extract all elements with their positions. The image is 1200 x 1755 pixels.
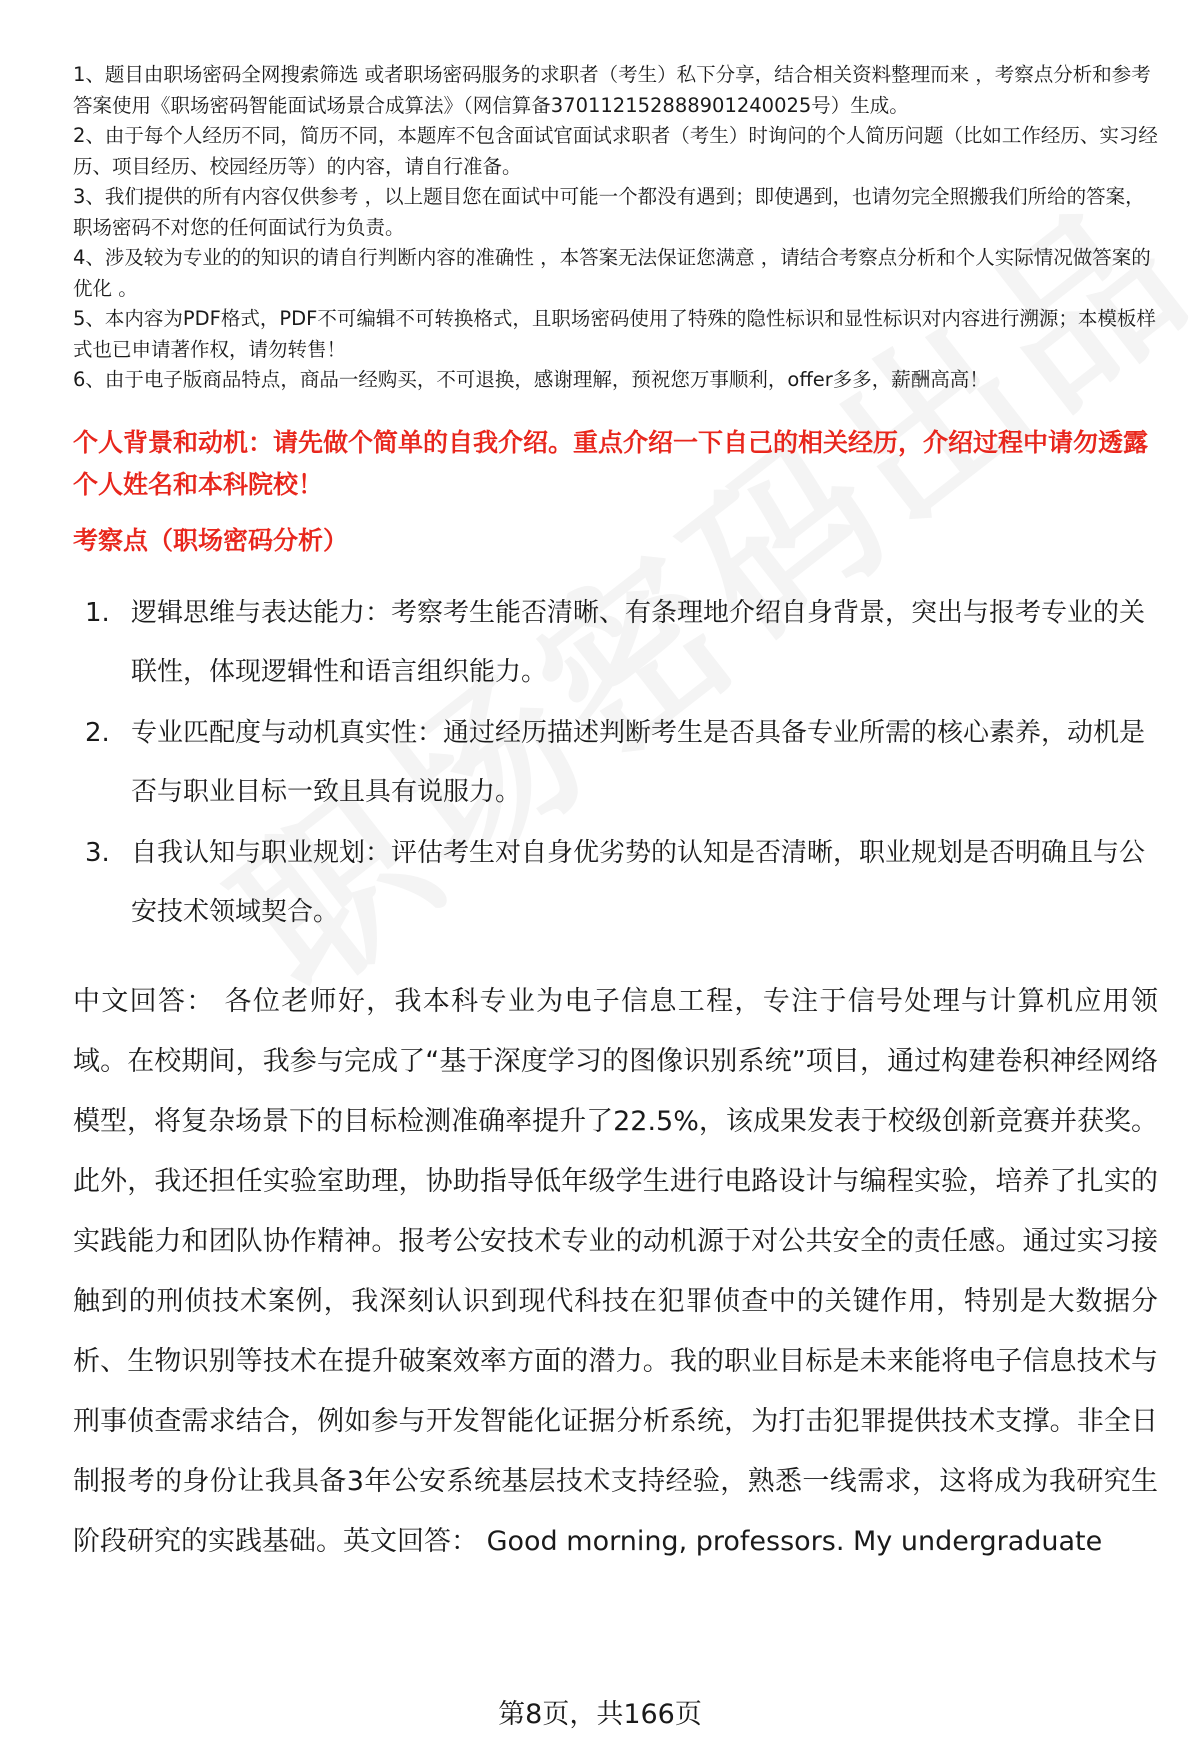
point-text: 逻辑思维与表达能力：考察考生能否清晰、有条理地介绍自身背景，突出与报考专业的关联性，体现逻辑性和语言组织能力。 <box>131 597 1146 687</box>
analysis-title: 考察点（职场密码分析） <box>73 525 349 555</box>
disclaimer-notes <box>73 60 1158 396</box>
disclaimer-note: 3、我们提供的所有内容仅供参考 ，以上题目您在面试中可能一个都没有遇到；即使遇到，也请勿完全照搬我们所给的答案，职场密码不对您的任何面试行为负责。 <box>73 185 1145 239</box>
point-number: 1. <box>85 597 110 628</box>
disclaimer-note: 6、由于电子版商品特点，商品一经购买，不可退换，感谢理解，预祝您万事顺利，offer多多，薪酬高高！ <box>73 368 989 391</box>
disclaimer-note: 5、本内容为PDF格式，PDF不可编辑不可转换格式，且职场密码使用了特殊的隐性标识和显性标识对内容进行溯源；本模板样式也已申请著作权，请勿转售！ <box>73 307 1156 361</box>
point-number: 3. <box>85 837 110 868</box>
disclaimer-note: 2、由于每个人经历不同，简历不同，本题库不包含面试官面试求职者（考生）时询问的个人简历问题（比如工作经历、实习经历、项目经历、校园经历等）的内容，请自行准备。 <box>73 124 1158 178</box>
analysis-point <box>73 584 1158 702</box>
point-text: 专业匹配度与动机真实性：通过经历描述判断考生是否具备专业所需的核心素养，动机是否与职业目标一致且具有说服力。 <box>131 717 1146 807</box>
page-number: 第8页，共166页 <box>498 1699 702 1730</box>
disclaimer-note: 4、涉及较为专业的的知识的请自行判断内容的准确性 ，本答案无法保证您满意 ，请结合考察点分析和个人实际情况做答案的优化 。 <box>73 246 1151 300</box>
point-number: 2. <box>85 717 110 748</box>
disclaimer-note: 1、题目由职场密码全网搜索筛选 或者职场密码服务的求职者（考生）私下分享，结合相关资料整理而来 ，考察点分析和参考答案使用《职场密码智能面试场景合成算法》（网信算备370112152888901240025号）生成。 <box>73 63 1151 117</box>
question-heading: 个人背景和动机：请先做个简单的自我介绍。重点介绍一下自己的相关经历，介绍过程中请勿透露个人姓名和本科院校！ <box>73 427 1149 499</box>
analysis-point <box>73 704 1158 822</box>
answer-text: 中文回答： 各位老师好，我本科专业为电子信息工程，专注于信号处理与计算机应用领域。在校期间，我参与完成了“基于深度学习的图像识别系统”项目，通过构建卷积神经网络模型，将复杂场景下的目标检测准确率提升了22.5%，该成果发表于校级创新竞赛并获奖。此外，我还担任实验室助理，协助指导低年级学生进行电路设计与编程实验，培养了扎实的实践能力和团队协作精神。报考公安技术专业的动机源于对公共安全的责任感。通过实习接触到的刑侦技术案例，我深刻认识到现代科技在犯罪侦查中的关键作用，特别是大数据分析、生物识别等技术在提升破案效率方面的潜力。我的职业目标是未来能将电子信息技术与刑事侦查需求结合，例如参与开发智能化证据分析系统，为打击犯罪提供技术支撑。非全日制报考的身份让我具备3年公安系统基层技术支持经验，熟悉一线需求，这将成为我研究生阶段研究的实践基础。英文回答： Good morning, professors. My undergraduate <box>73 985 1158 1557</box>
point-text: 自我认知与职业规划：评估考生对自身优劣势的认知是否清晰，职业规划是否明确且与公安技术领域契合。 <box>131 837 1146 927</box>
analysis-points <box>73 584 1158 942</box>
analysis-point <box>73 824 1158 942</box>
document-page <box>73 60 1158 1572</box>
